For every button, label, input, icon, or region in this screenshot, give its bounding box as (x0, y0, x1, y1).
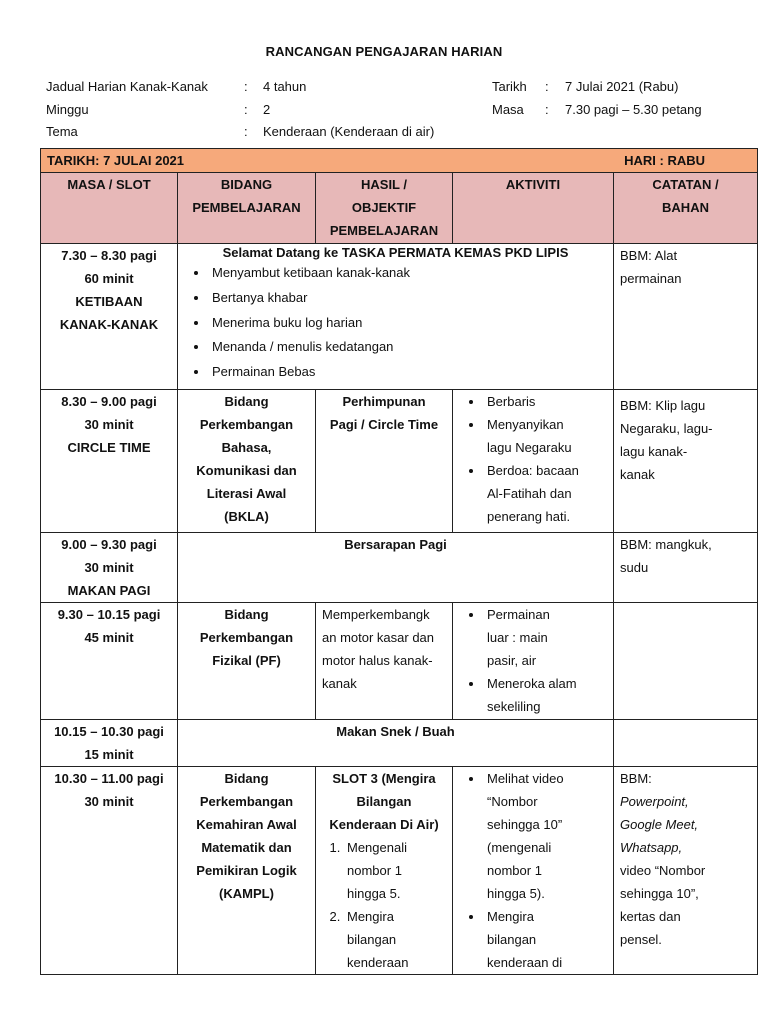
meta-label: Tema (46, 124, 78, 139)
time-slot-cell: 10.15 – 10.30 pagi 15 minit (41, 720, 178, 767)
time-slot-cell: 8.30 – 9.00 pagi 30 minit CIRCLE TIME (41, 390, 178, 533)
bidang-cell: Bidang Perkembangan Bahasa, Komunikasi dan Literasi Awal (BKLA) (178, 390, 316, 533)
notes-cell: BBM: Klip lagu Negaraku, lagu- lagu kanak- kanak (614, 390, 758, 533)
meta-right-seps (545, 76, 549, 121)
day-header: HARI : RABU (624, 153, 706, 168)
meta-left-labels (46, 76, 208, 144)
list-item: • Menyanyikan lagu Negaraku (484, 413, 607, 459)
time-slot-cell: 7.30 – 8.30 pagi 60 minit KETIBAAN KANAK-KANAK (41, 244, 178, 390)
col-header-hasil: HASIL / OBJEKTIF PEMBELAJARAN (316, 173, 453, 244)
aktiviti-cell (453, 390, 614, 533)
aktiviti-list (459, 767, 607, 974)
objective-list (322, 836, 446, 974)
activity-cell (178, 244, 614, 390)
meta-value: 7.30 pagi – 5.30 petang (565, 101, 702, 117)
list-item: • Permainan Bebas (209, 360, 607, 385)
meta-value: 7 Julai 2021 (Rabu) (565, 79, 679, 94)
notes-cell (614, 720, 758, 767)
list-item: 1. Mengenali nombor 1 hingga 5. (344, 836, 446, 905)
list-item: • Meneroka alam sekeliling (484, 672, 607, 718)
date-header: TARIKH: 7 JULAI 2021 (47, 153, 185, 168)
meta-left-seps (244, 76, 248, 144)
time-slot-cell: 9.30 – 10.15 pagi 45 minit (41, 603, 178, 720)
list-item: • Menerima buku log harian (209, 311, 607, 336)
meta-separator: : (244, 124, 248, 139)
welcome-heading: Selamat Datang ke TASKA PERMATA KEMAS PKD LIPIS (222, 245, 569, 260)
meta-separator: : (545, 79, 549, 94)
notes-cell: BBM: mangkuk, sudu (614, 533, 758, 603)
time-slot-cell: 10.30 – 11.00 pagi 30 minit (41, 767, 178, 975)
notes-cell: BBM: Powerpoint, Google Meet, Whatsapp, video “Nombor sehingga 10”, kertas dan pensel. (614, 767, 758, 975)
list-item: • Bertanya khabar (209, 286, 607, 311)
col-header-bidang: BIDANG PEMBELAJARAN (178, 173, 316, 244)
bidang-cell: Bidang Perkembangan Fizikal (PF) (178, 603, 316, 720)
table-row (41, 603, 758, 720)
hasil-cell: Memperkembangk an motor kasar dan motor halus kanak- kanak (316, 603, 453, 720)
meta-separator: : (545, 101, 549, 117)
aktiviti-cell (453, 603, 614, 720)
meta-separator: : (244, 101, 248, 117)
meta-label: Jadual Harian Kanak-Kanak (46, 79, 208, 94)
col-header-catatan: CATATAN / BAHAN (614, 173, 758, 244)
aktiviti-list (459, 603, 607, 718)
page-title: RANCANGAN PENGAJARAN HARIAN (265, 44, 503, 59)
meta-left-values (263, 76, 434, 144)
list-item: • Menyambut ketibaan kanak-kanak (209, 261, 607, 286)
notes-cell (614, 603, 758, 720)
meta-right-values (565, 76, 702, 121)
meta-separator: : (244, 79, 248, 94)
meta-label: Tarikh (492, 79, 527, 94)
col-header-masa: MASA / SLOT (41, 173, 178, 244)
bidang-cell: Bidang Perkembangan Kemahiran Awal Matematik dan Pemikiran Logik (KAMPL) (178, 767, 316, 975)
col-header-aktiviti: AKTIVITI (453, 173, 614, 244)
meta-value: Kenderaan (Kenderaan di air) (263, 124, 435, 139)
time-slot-cell: 9.00 – 9.30 pagi 30 minit MAKAN PAGI (41, 533, 178, 603)
meta-value: 2 (263, 101, 271, 117)
table-row (41, 767, 758, 975)
hasil-cell: Perhimpunan Pagi / Circle Time (316, 390, 453, 533)
slot-title: SLOT 3 (Mengira Bilangan Kenderaan Di Air) (329, 771, 439, 832)
activity-cell: Makan Snek / Buah (178, 720, 614, 767)
list-item: • Mengira bilangan kenderaan di (484, 905, 607, 974)
date-header-row (41, 149, 758, 173)
list-item: • Berbaris (484, 390, 607, 413)
table-row (41, 390, 758, 533)
list-item: • Permainan luar : main pasir, air (484, 603, 607, 672)
list-item: • Melihat video “Nombor sehingga 10” (mengenali nombor 1 hingga 5). (484, 767, 607, 905)
table-row (41, 244, 758, 390)
list-item: 2. Mengira bilangan kenderaan (344, 905, 446, 974)
meta-label: Masa (492, 101, 524, 117)
list-item: • Berdoa: bacaan Al-Fatihah dan penerang hati. (484, 459, 607, 528)
arrival-list (184, 261, 607, 385)
table-row (41, 720, 758, 767)
hasil-cell (316, 767, 453, 975)
meta-label: Minggu (46, 101, 89, 117)
meta-value: 4 tahun (263, 79, 307, 94)
column-header-row (41, 173, 758, 244)
aktiviti-cell (453, 767, 614, 975)
lesson-plan-table (40, 148, 758, 975)
activity-cell: Bersarapan Pagi (178, 533, 614, 603)
list-item: • Menanda / menulis kedatangan (209, 335, 607, 360)
aktiviti-list (459, 390, 607, 528)
notes-cell: BBM: Alat permainan (614, 244, 758, 390)
table-row (41, 533, 758, 603)
meta-right-labels (492, 76, 527, 121)
date-header-cell (41, 149, 758, 173)
